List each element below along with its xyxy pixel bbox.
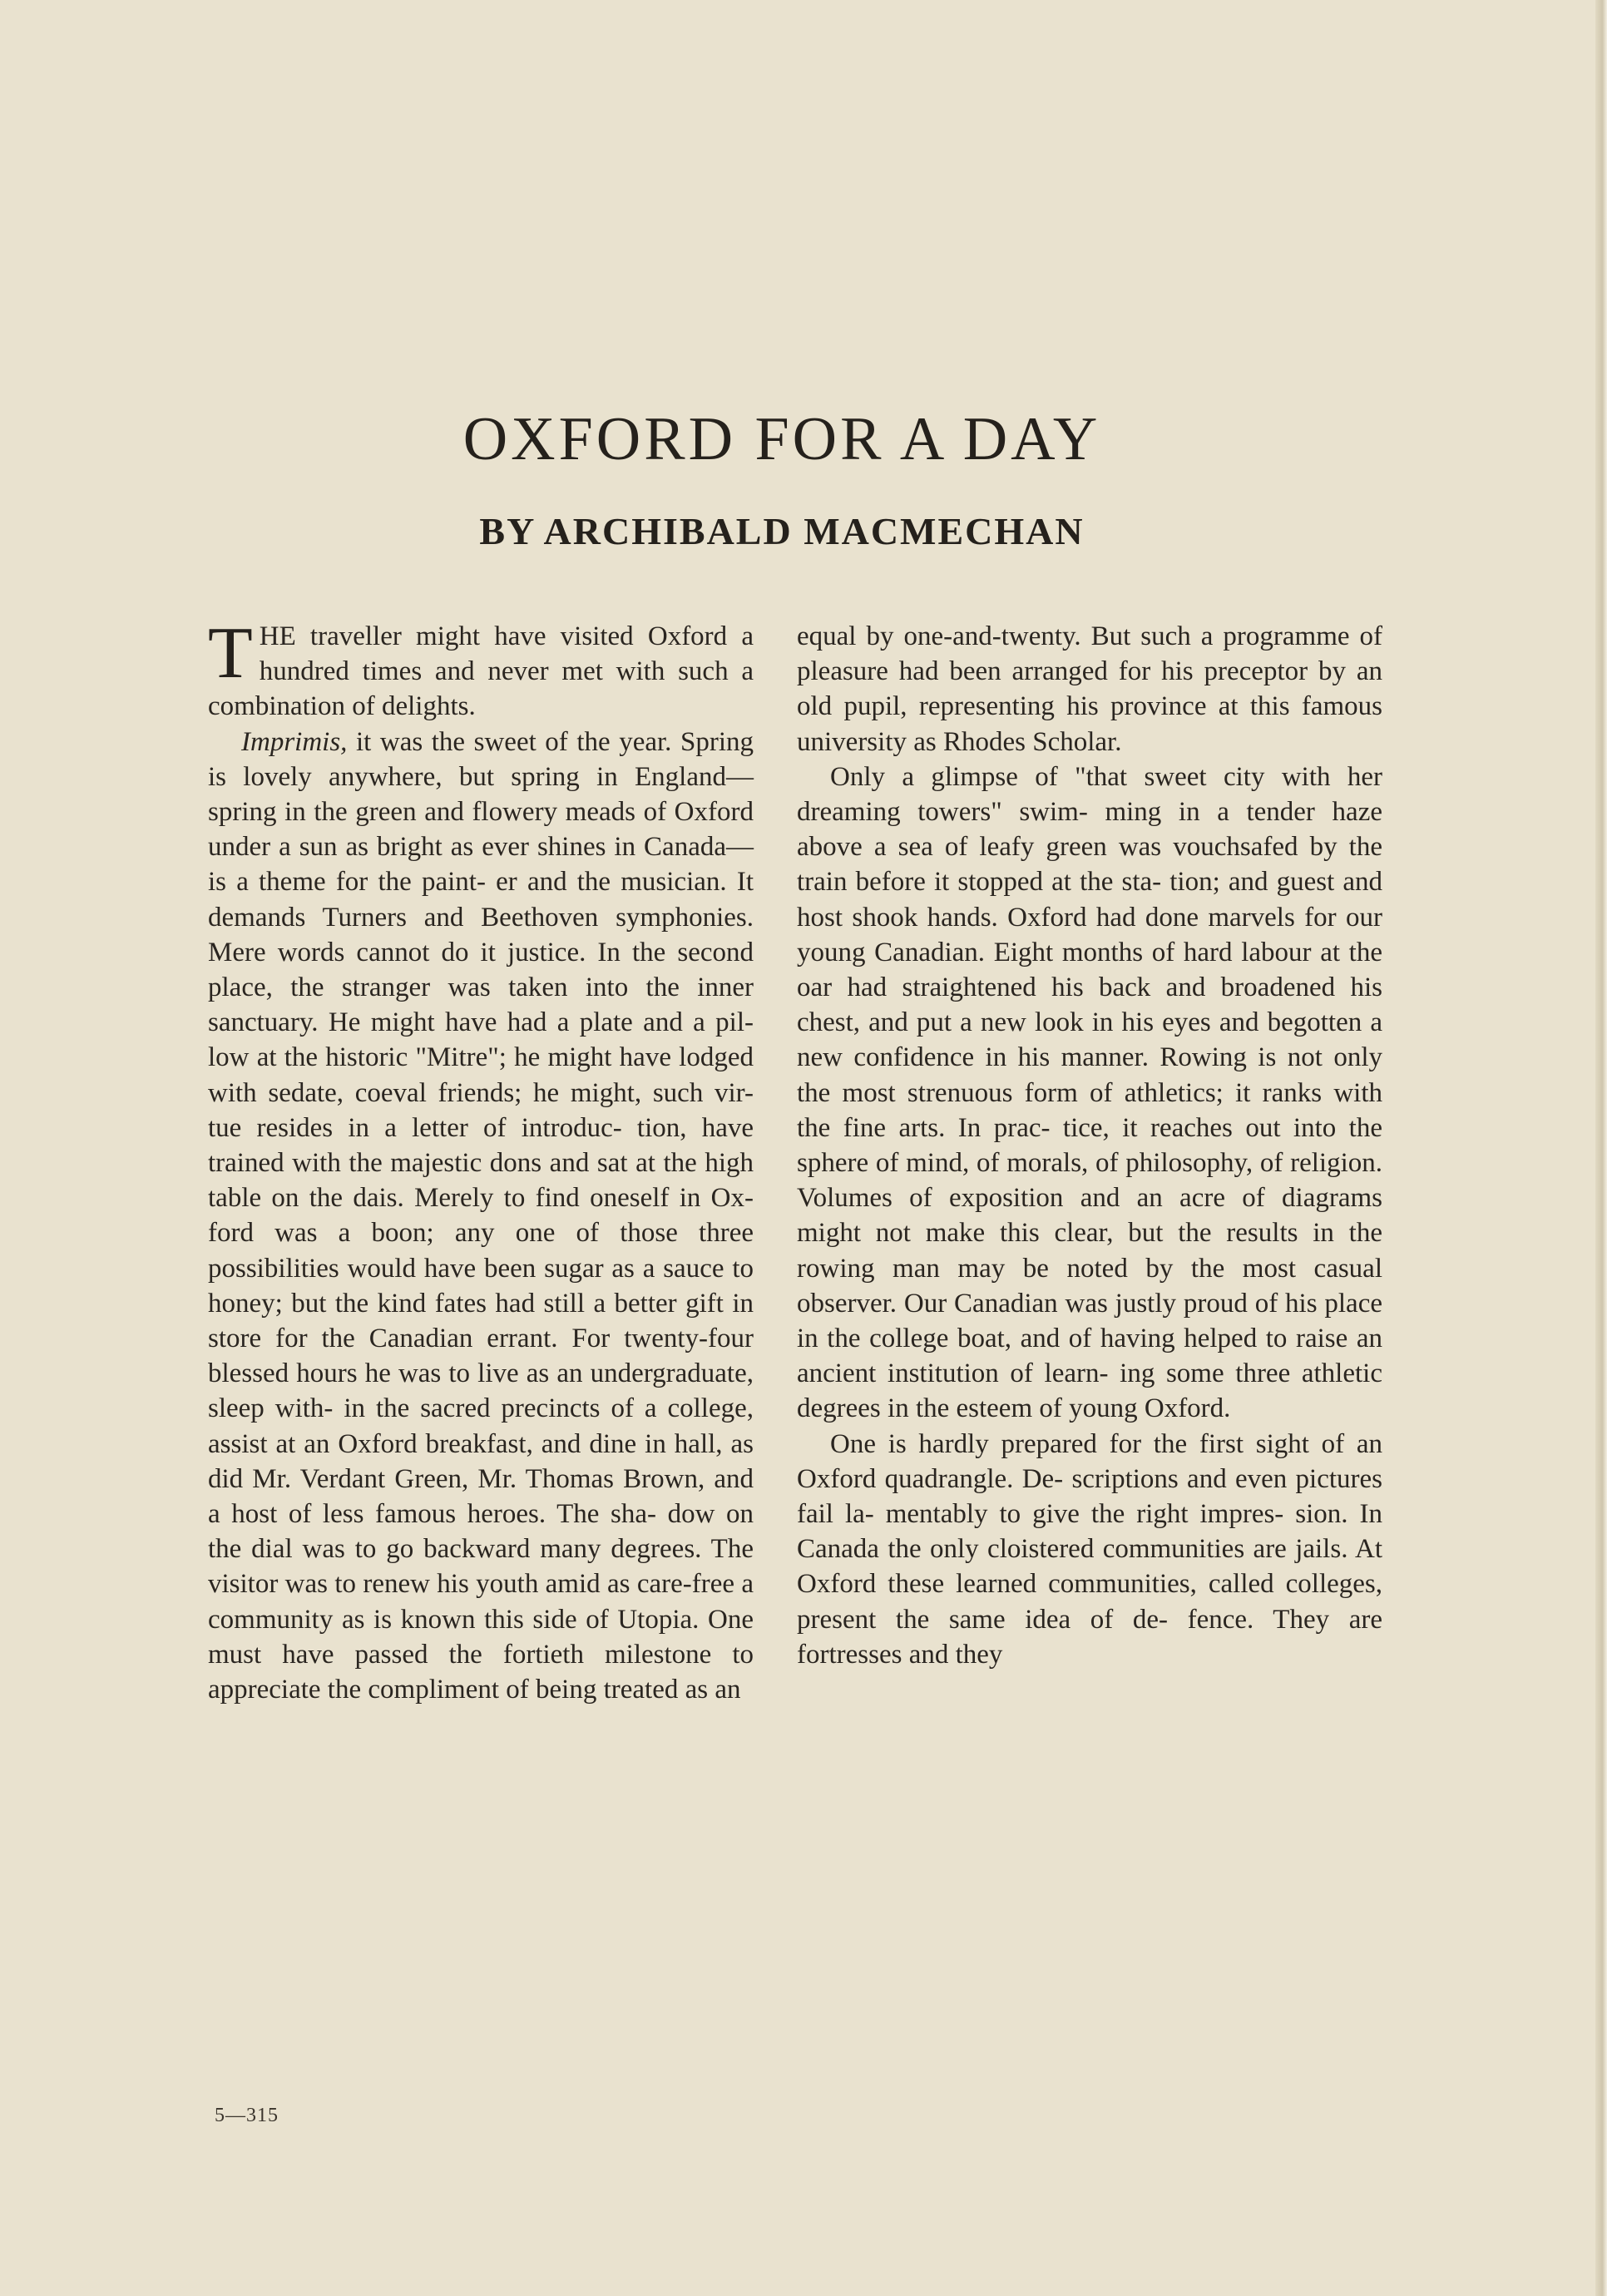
- paragraph-2-text: it was the sweet of the year. Spring is lovely anywhere, but spring in England—spring in the green and flowery meads of Oxford under a sun as bright as ever shines in Canada—is a theme for the paint- er and the musician. It demands Turners and Beethoven symphonies. Mere words cannot do it justice. In the second place, the stranger was taken into the inner sanctuary. He might have had a plate and a pil- low at the historic "Mitre"; he might have lodged with sedate, coeval friends; he might, such vir- tue resides in a letter of introduc- tion, have trained with the majestic dons and sat at the high table on the dais. Merely to find oneself in Ox- ford was a boon; any one of those three possibilities would have been sugar as a sauce to honey; but the kind fates had still a better gift in store for the Canadian errant. For twenty-four blessed hours he was to live as an undergraduate, sleep with- in the sacred precincts of a college, assist at an Oxford breakfast, and dine in hall, as did Mr. Verdant Green, Mr. Thomas Brown, and a host of less famous heroes. The sha- dow on the dial was to go backward many degrees. The visitor was to renew his youth amid as care-free a community as is known this side of Utopia. One must have passed the fortieth milestone to appreciate the compliment of being treated as an: [208, 726, 754, 1705]
- paragraph-1: [208, 613, 754, 725]
- right-column: [797, 619, 1382, 1672]
- left-column: [208, 613, 754, 1707]
- paragraph-5: One is hardly prepared for the first sight of an Oxford quadrangle. De- scriptions and even pictures fail la- mentably to give the right impres- sion. In Canada the only cloistered communities are jails. At Oxford these learned communities, called colleges, present the same idea of de- fence. They are fortresses and they: [797, 1428, 1382, 1670]
- paragraph-4: Only a glimpse of "that sweet city with her dreaming towers" swim- ming in a tender haze above a sea of leafy green was vouchsafed by the train before it stopped at the sta- tion; and guest and host shook hands. Oxford had done marvels for our young Canadian. Eight months of hard labour at the oar had straightened his back and broadened his chest, and put a new look in his eyes and begotten a new confidence in his manner. Rowing is not only the most strenuous form of athletics; it ranks with the fine arts. In prac- tice, it reaches out into the sphere of mind, of morals, of philosophy, of religion. Volumes of exposition and an acre of diagrams might not make this clear, but the results in the rowing man may be noted by the most casual observer. Our Canadian was justly proud of his place in the college boat, and of having helped to raise an ancient institution of learn- ing some three athletic degrees in the esteem of young Oxford.: [797, 761, 1382, 1424]
- paragraph-2-italic: Imprimis,: [241, 726, 348, 757]
- page-edge: [1595, 0, 1607, 2296]
- paragraph-2: [208, 725, 754, 1708]
- drop-cap: T: [208, 613, 253, 694]
- paragraph-1-text: HE traveller might have visited Oxford a hundred times and never met with such a combination of delights.: [208, 621, 754, 722]
- page-number: 5—315: [215, 2105, 279, 2126]
- article-byline: BY ARCHIBALD MACMECHAN: [479, 510, 1085, 552]
- paragraph-3: equal by one-and-twenty. But such a programme of pleasure had been arranged for his preceptor by an old pupil, representing his province at this famous university as Rhodes Scholar.: [797, 621, 1382, 757]
- article-title: OXFORD FOR A DAY: [462, 405, 1101, 473]
